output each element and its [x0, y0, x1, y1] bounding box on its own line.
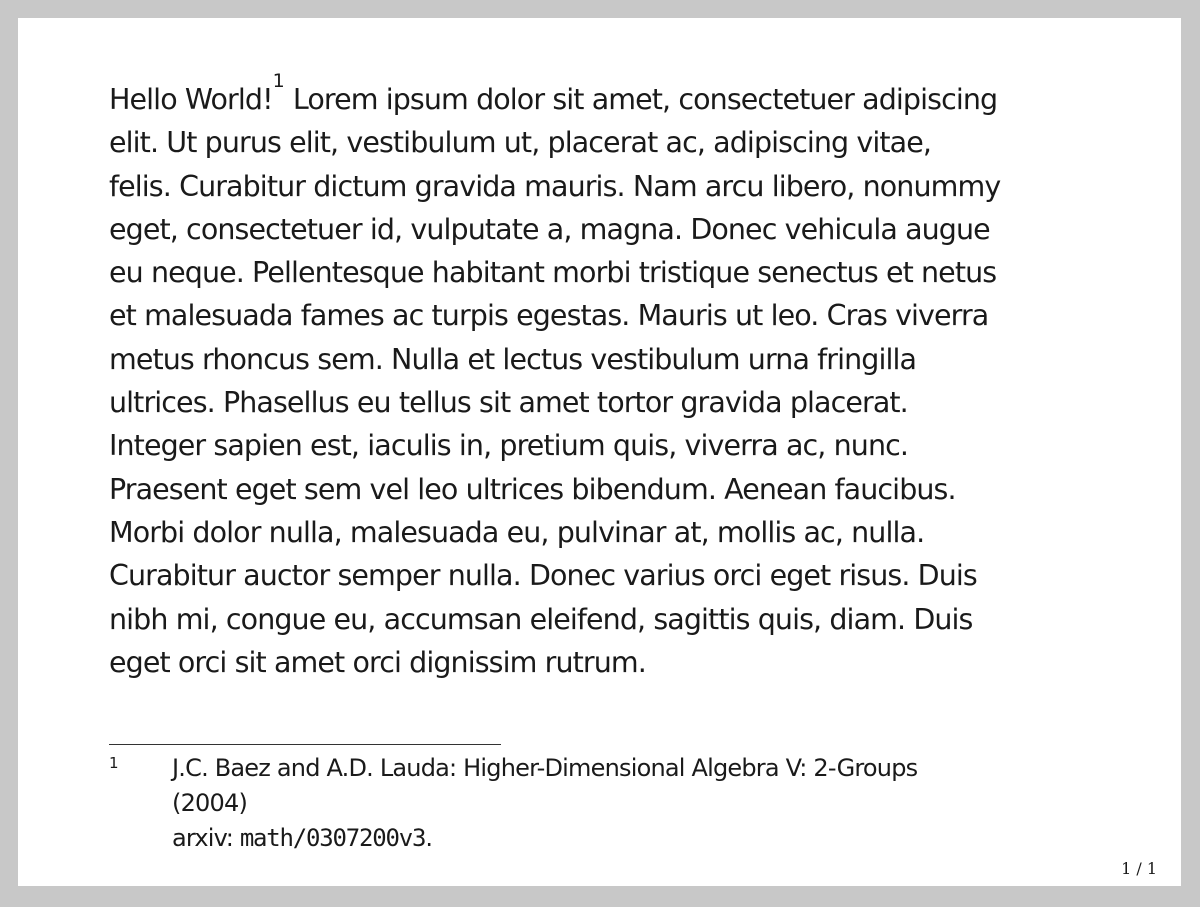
body-line: eget, consectetuer id, vulputate a, magna. Donec vehicula augue	[109, 212, 990, 246]
footnote-rule	[109, 744, 501, 745]
arxiv-label: arxiv:	[172, 824, 240, 852]
footnote-period: .	[425, 824, 433, 852]
footnote-text	[172, 751, 917, 856]
footnote-line	[172, 821, 917, 856]
footnote-line: (2004)	[172, 789, 248, 817]
footnote-mark[interactable]: 1	[272, 69, 285, 92]
body-line: Praesent eget sem vel leo ultrices bibendum. Aenean faucibus.	[109, 472, 956, 506]
body-line: metus rhoncus sem. Nulla et lectus vestibulum urna fringilla	[109, 342, 917, 376]
page-number: 1 / 1	[1121, 859, 1157, 878]
body-line: et malesuada fames ac turpis egestas. Mauris ut leo. Cras viverra	[109, 299, 989, 333]
body-line: eget orci sit amet orci dignissim rutrum.	[109, 645, 646, 679]
body-line: felis. Curabitur dictum gravida mauris. Nam arcu libero, nonummy	[109, 169, 1001, 203]
footnote-number: 1	[109, 754, 119, 772]
footnote-line: J.C. Baez and A.D. Lauda: Higher-Dimensional Algebra V: 2-Groups	[172, 754, 918, 782]
body-line: Curabitur auctor semper nulla. Donec varius orci eget risus. Duis	[109, 559, 977, 593]
body-line: ultrices. Phasellus eu tellus sit amet tortor gravida placerat.	[109, 386, 908, 420]
arxiv-identifier: math/0307200v3	[239, 824, 426, 852]
body-line-text: Lorem ipsum dolor sit amet, consectetuer adipiscing	[284, 83, 998, 116]
greeting-text: Hello World!	[109, 83, 273, 116]
body-line: Morbi dolor nulla, malesuada eu, pulvinar at, mollis ac, nulla.	[109, 515, 925, 549]
body-line: nibh mi, congue eu, accumsan eleifend, sagittis quis, diam. Duis	[109, 602, 973, 636]
body-line: elit. Ut purus elit, vestibulum ut, placerat ac, adipiscing vitae,	[109, 126, 932, 160]
body-paragraph	[109, 69, 1001, 684]
body-line: eu neque. Pellentesque habitant morbi tristique senectus et netus	[109, 256, 997, 290]
slide-page	[18, 18, 1181, 886]
body-line	[109, 69, 1000, 121]
body-line: Integer sapien est, iaculis in, pretium quis, viverra ac, nunc.	[109, 429, 909, 463]
